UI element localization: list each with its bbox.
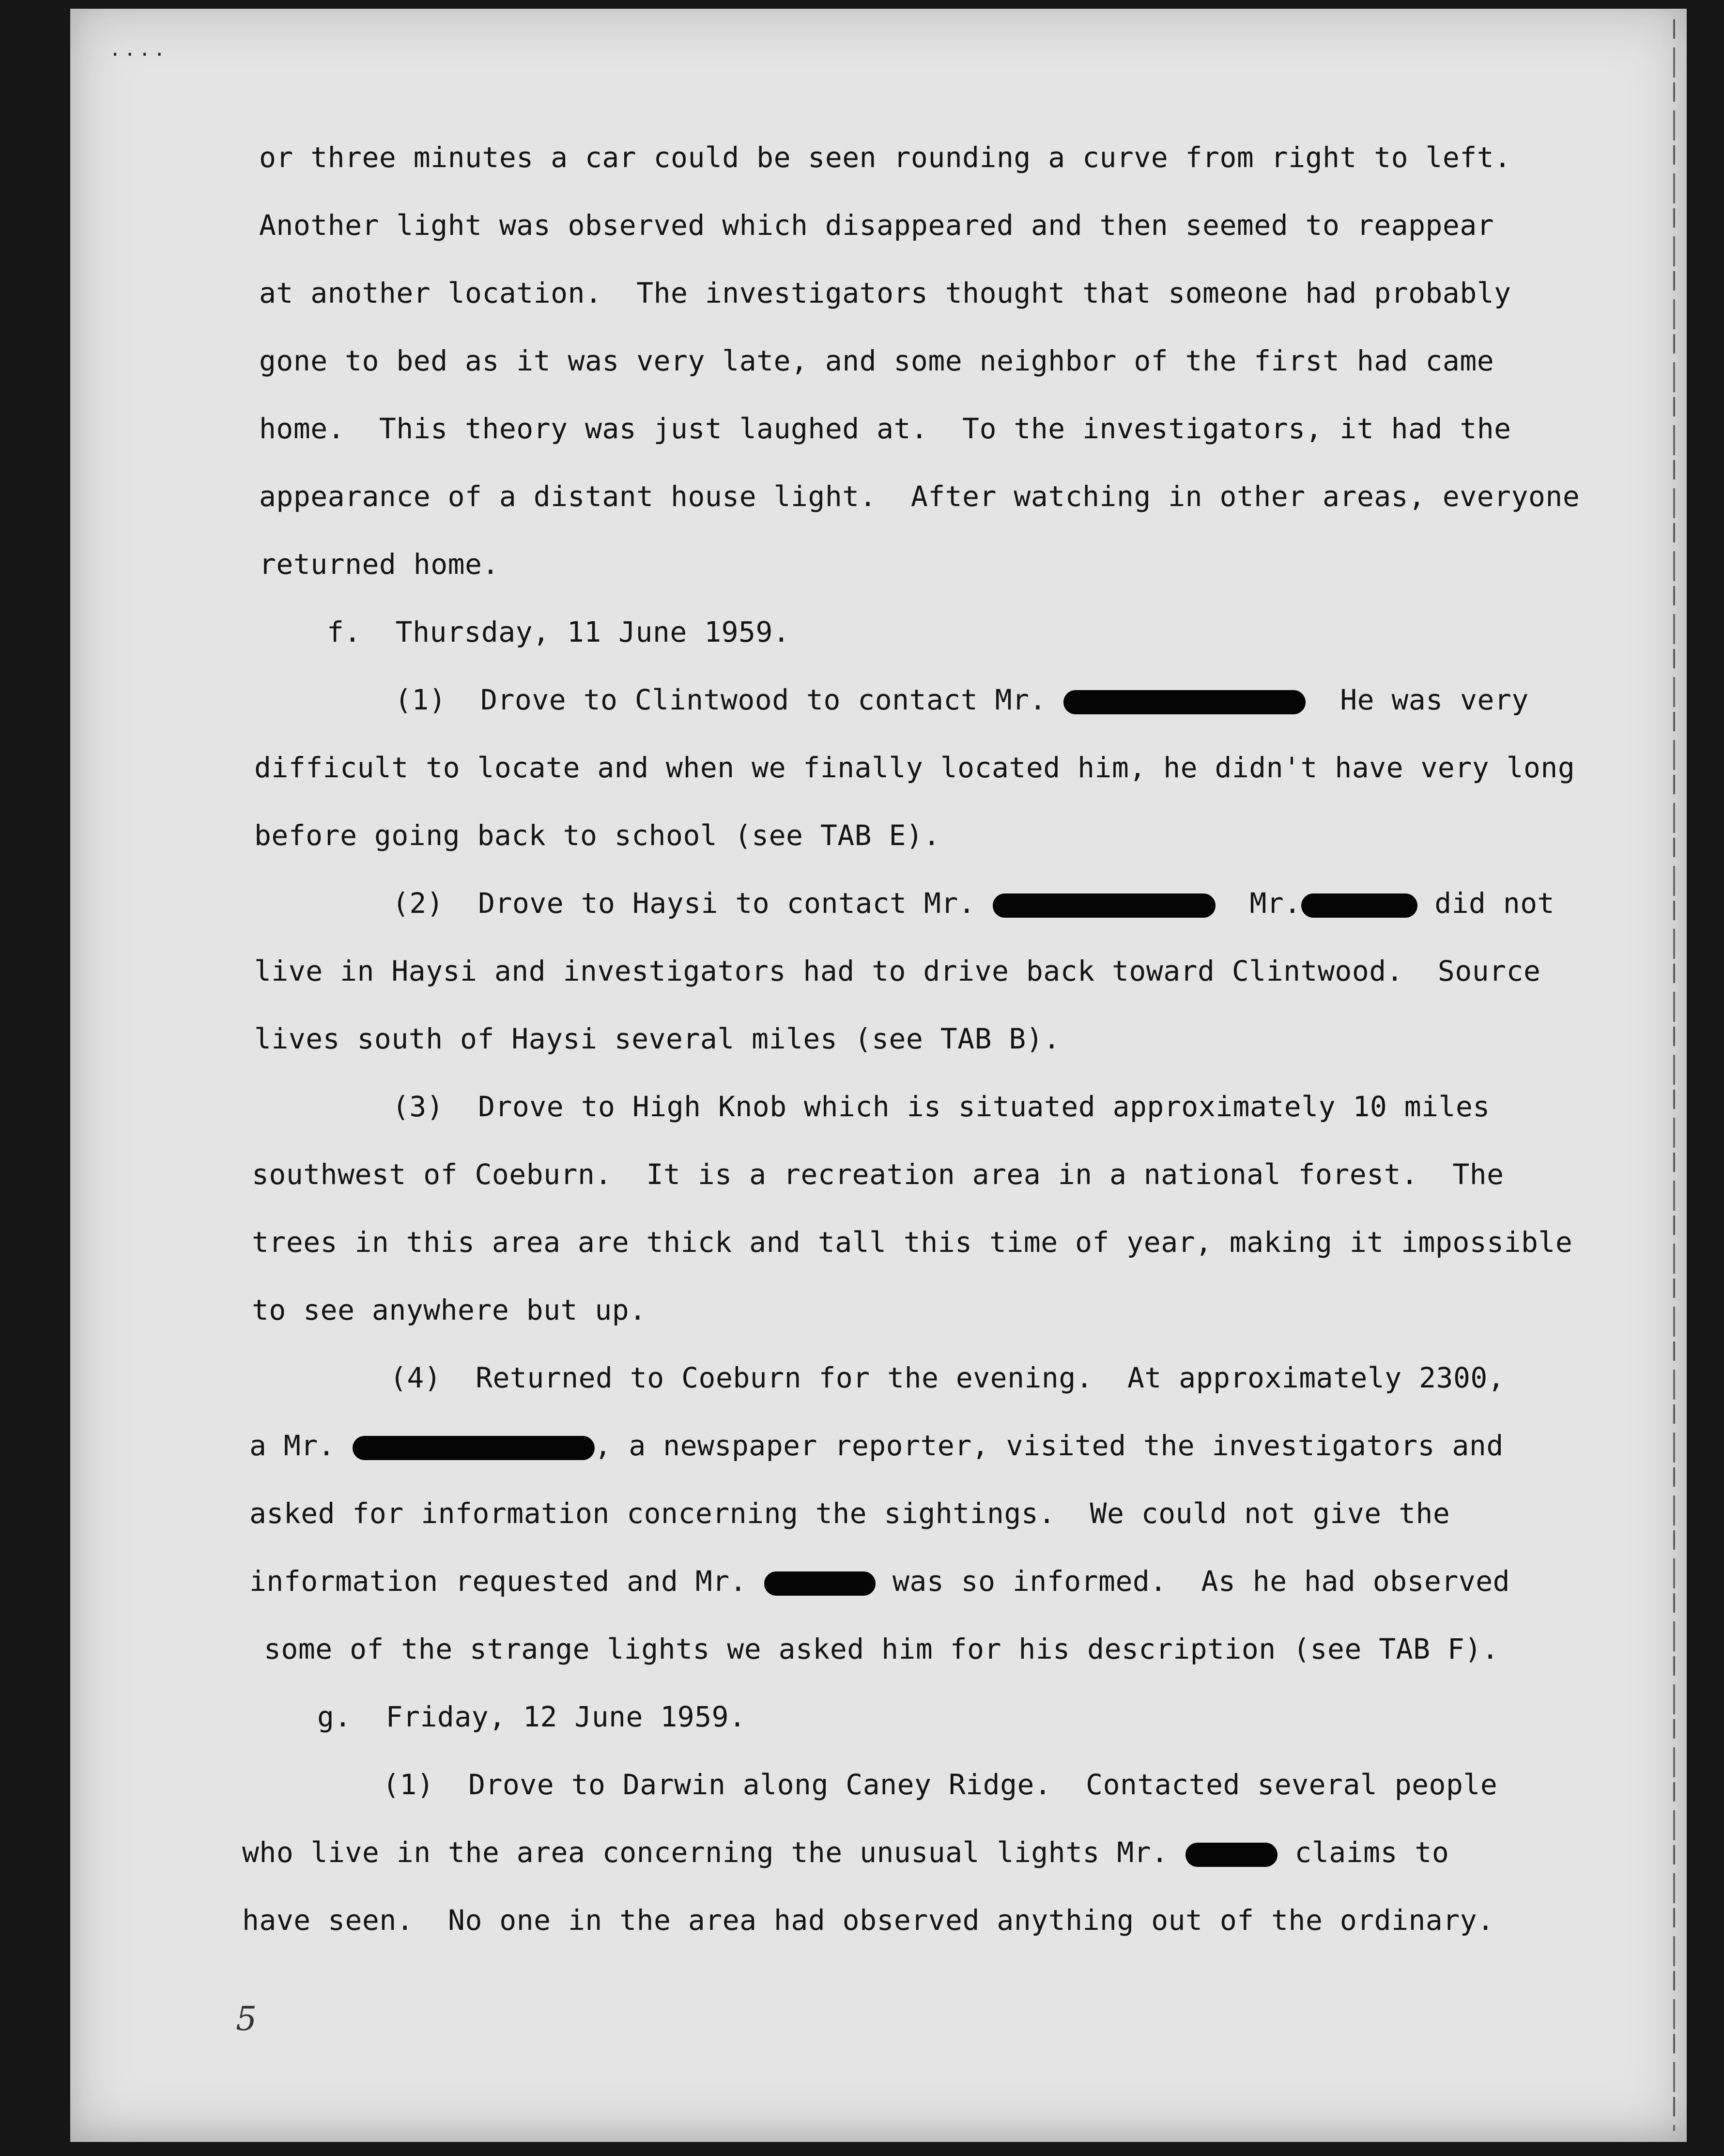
- text-line: before going back to school (see TAB E).: [254, 819, 940, 852]
- redaction-mark: [993, 893, 1216, 918]
- text-line: asked for information concerning the sightings. We could not give the: [249, 1497, 1450, 1530]
- text-segment: (2) Drove to Haysi to contact Mr.: [392, 887, 976, 920]
- text-line: (4) Returned to Coeburn for the evening. At approximately 2300,: [390, 1361, 1505, 1394]
- redaction-mark: [1185, 1843, 1278, 1867]
- text-line: lives south of Haysi several miles (see TAB B).: [254, 1022, 1061, 1055]
- text-segment: claims to: [1294, 1836, 1449, 1869]
- section-heading: g. Friday, 12 June 1959.: [317, 1700, 746, 1733]
- text-line: (3) Drove to High Knob which is situated approximately 10 miles: [392, 1090, 1490, 1123]
- redaction-mark: [764, 1571, 876, 1596]
- text-segment: did not: [1434, 887, 1555, 920]
- text-line: appearance of a distant house light. After watching in other areas, everyone: [259, 480, 1580, 513]
- text-line: Another light was observed which disappeared and then seemed to reappear: [259, 209, 1494, 242]
- redaction-mark: [353, 1436, 595, 1460]
- text-line: [395, 683, 1529, 717]
- text-line: some of the strange lights we asked him for his description (see TAB F).: [264, 1632, 1499, 1665]
- text-line: difficult to locate and when we finally located him, he didn't have very long: [254, 751, 1575, 784]
- page-edge-line: [1673, 19, 1675, 2131]
- text-segment: , a newspaper reporter, visited the investigators and: [594, 1429, 1504, 1462]
- text-segment: (1) Drove to Clintwood to contact Mr.: [395, 683, 1047, 716]
- corner-marks: · · · ·: [111, 41, 163, 68]
- text-segment: Mr.: [1249, 887, 1301, 920]
- text-line: have seen. No one in the area had observed anything out of the ordinary.: [242, 1904, 1494, 1937]
- text-line: [242, 1835, 1449, 1869]
- text-line: returned home.: [259, 548, 499, 581]
- text-segment: a Mr.: [249, 1429, 336, 1462]
- text-line: southwest of Coeburn. It is a recreation area in a national forest. The: [252, 1158, 1504, 1191]
- paper-page: [70, 9, 1687, 2142]
- redaction-mark: [1063, 690, 1306, 714]
- text-line: at another location. The investigators thought that someone had probably: [259, 277, 1511, 309]
- text-line: to see anywhere but up.: [252, 1294, 646, 1326]
- text-line: [249, 1564, 1510, 1598]
- text-line: [249, 1429, 1504, 1463]
- text-segment: He was very: [1340, 683, 1529, 716]
- text-segment: information requested and Mr.: [249, 1565, 747, 1598]
- text-segment: who live in the area concerning the unusual lights Mr.: [242, 1836, 1169, 1869]
- text-line: trees in this area are thick and tall this time of year, making it impossible: [252, 1226, 1573, 1259]
- section-heading: f. Thursday, 11 June 1959.: [327, 616, 790, 648]
- redaction-mark: [1301, 893, 1417, 918]
- text-line: [392, 886, 1555, 920]
- text-line: gone to bed as it was very late, and some neighbor of the first had came: [259, 344, 1494, 377]
- page-number: 5: [236, 2000, 257, 2038]
- text-segment: was so informed. As he had observed: [893, 1565, 1510, 1598]
- text-line: or three minutes a car could be seen rounding a curve from right to left.: [259, 141, 1511, 174]
- text-line: home. This theory was just laughed at. To the investigators, it had the: [259, 412, 1511, 445]
- text-line: live in Haysi and investigators had to drive back toward Clintwood. Source: [254, 955, 1541, 987]
- text-line: (1) Drove to Darwin along Caney Ridge. Contacted several people: [383, 1768, 1498, 1801]
